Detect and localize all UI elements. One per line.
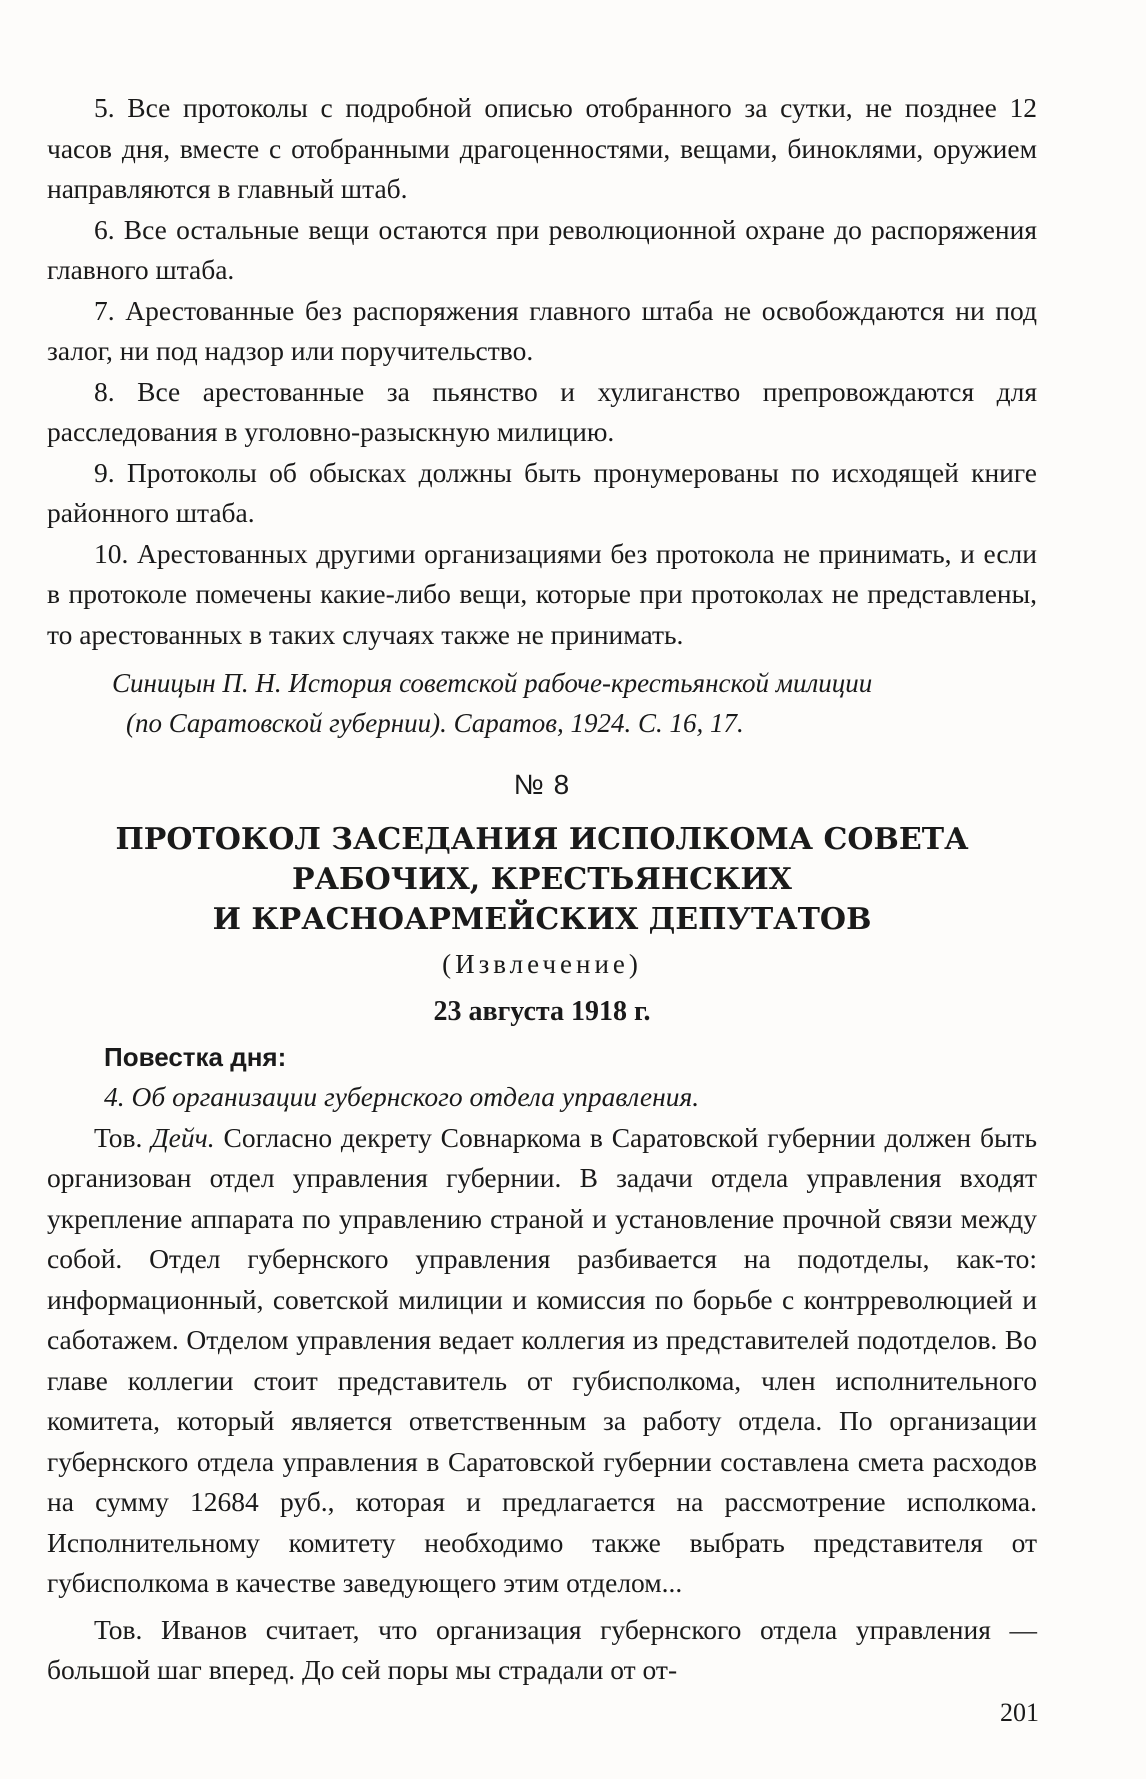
speech-deich-text: Согласно декрету Совнаркома в Саратовской губернии должен быть организован отдел управления губернии. В задачи отдела управления входят укрепление аппарата по управлению страной и установление прочной связи между собой. Отдел губернского управления разбивается на подотделы, как-то: информационный, советской милиции и комиссия по борьбе с контрреволюцией и саботажем. Отделом управления ведает коллегия из представителей подотделов. Во главе коллегии стоит представитель от губисполкома, член исполнительного комитета, который является ответственным за работу отдела. По организации губернского отдела управления в Саратовской губернии составлена смета расходов на сумму 12684 руб., которая и предлагается на рассмотрение исполкома. Исполнительному комитету необходимо также выбрать представителя от губисполкома в качестве заведующего этим отделом...	[47, 1121, 1037, 1598]
speech-deich-prefix: Тов.	[94, 1121, 152, 1153]
paragraph-item-8: 8. Все арестованные за пьянство и хулиганство препровождаются для расследования в уголовно-разыскную милицию.	[47, 375, 1037, 447]
source-citation-line-1: Синицын П. Н. История советской рабоче-крестьянской милиции	[112, 668, 873, 698]
paragraph-item-7: 7. Арестованные без распоряжения главного штаба не освобождаются ни под залог, ни под надзор или поручительство.	[47, 294, 1037, 366]
paragraph-item-9: 9. Протоколы об обысках должны быть пронумерованы по исходящей книге районного штаба.	[47, 456, 1037, 528]
page-number: 201	[1000, 1698, 1039, 1727]
paragraph-item-6: 6. Все остальные вещи остаются при революционной охране до распоряжения главного штаба.	[47, 213, 1037, 285]
document-title-line-1: ПРОТОКОЛ ЗАСЕДАНИЯ ИСПОЛКОМА СОВЕТА	[115, 821, 969, 857]
document-title-line-2: РАБОЧИХ, КРЕСТЬЯНСКИХ	[292, 861, 792, 897]
paragraph-item-5: 5. Все протоколы с подробной описью отобранного за сутки, не позднее 12 часов дня, вместе с отобранными драгоценностями, вещами, биноклями, оружием направляются в главный штаб.	[47, 92, 1037, 204]
source-citation	[47, 663, 1037, 743]
paragraph-item-10: 10. Арестованных другими организациями без протокола не принимать, и если в протоколе помечены какие-либо вещи, которые при протоколах не представлены, то арестованных в таких случаях также не принимать.	[47, 537, 1037, 650]
document-title	[47, 820, 1037, 940]
source-citation-line-2: (по Саратовской губернии). Саратов, 1924. С. 16, 17.	[126, 708, 744, 738]
speech-ivanov: Тов. Иванов считает, что организация губернского отдела управления — большой шаг вперед. До сей поры мы страдали от от-	[47, 1613, 1037, 1685]
document-number: № 8	[513, 769, 571, 800]
agenda-item: 4. Об организации губернского отдела управления.	[104, 1081, 700, 1112]
agenda-heading: Повестка дня:	[104, 1041, 287, 1072]
document-date: 23 августа 1918 г.	[433, 996, 651, 1027]
document-title-line-3: И КРАСНОАРМЕЙСКИХ ДЕПУТАТОВ	[212, 901, 872, 937]
speaker-name: Дейч.	[151, 1121, 215, 1153]
page-content	[47, 88, 1037, 1691]
document-subtitle: (Извлечение)	[442, 948, 642, 979]
speech-deich	[47, 1118, 1037, 1604]
